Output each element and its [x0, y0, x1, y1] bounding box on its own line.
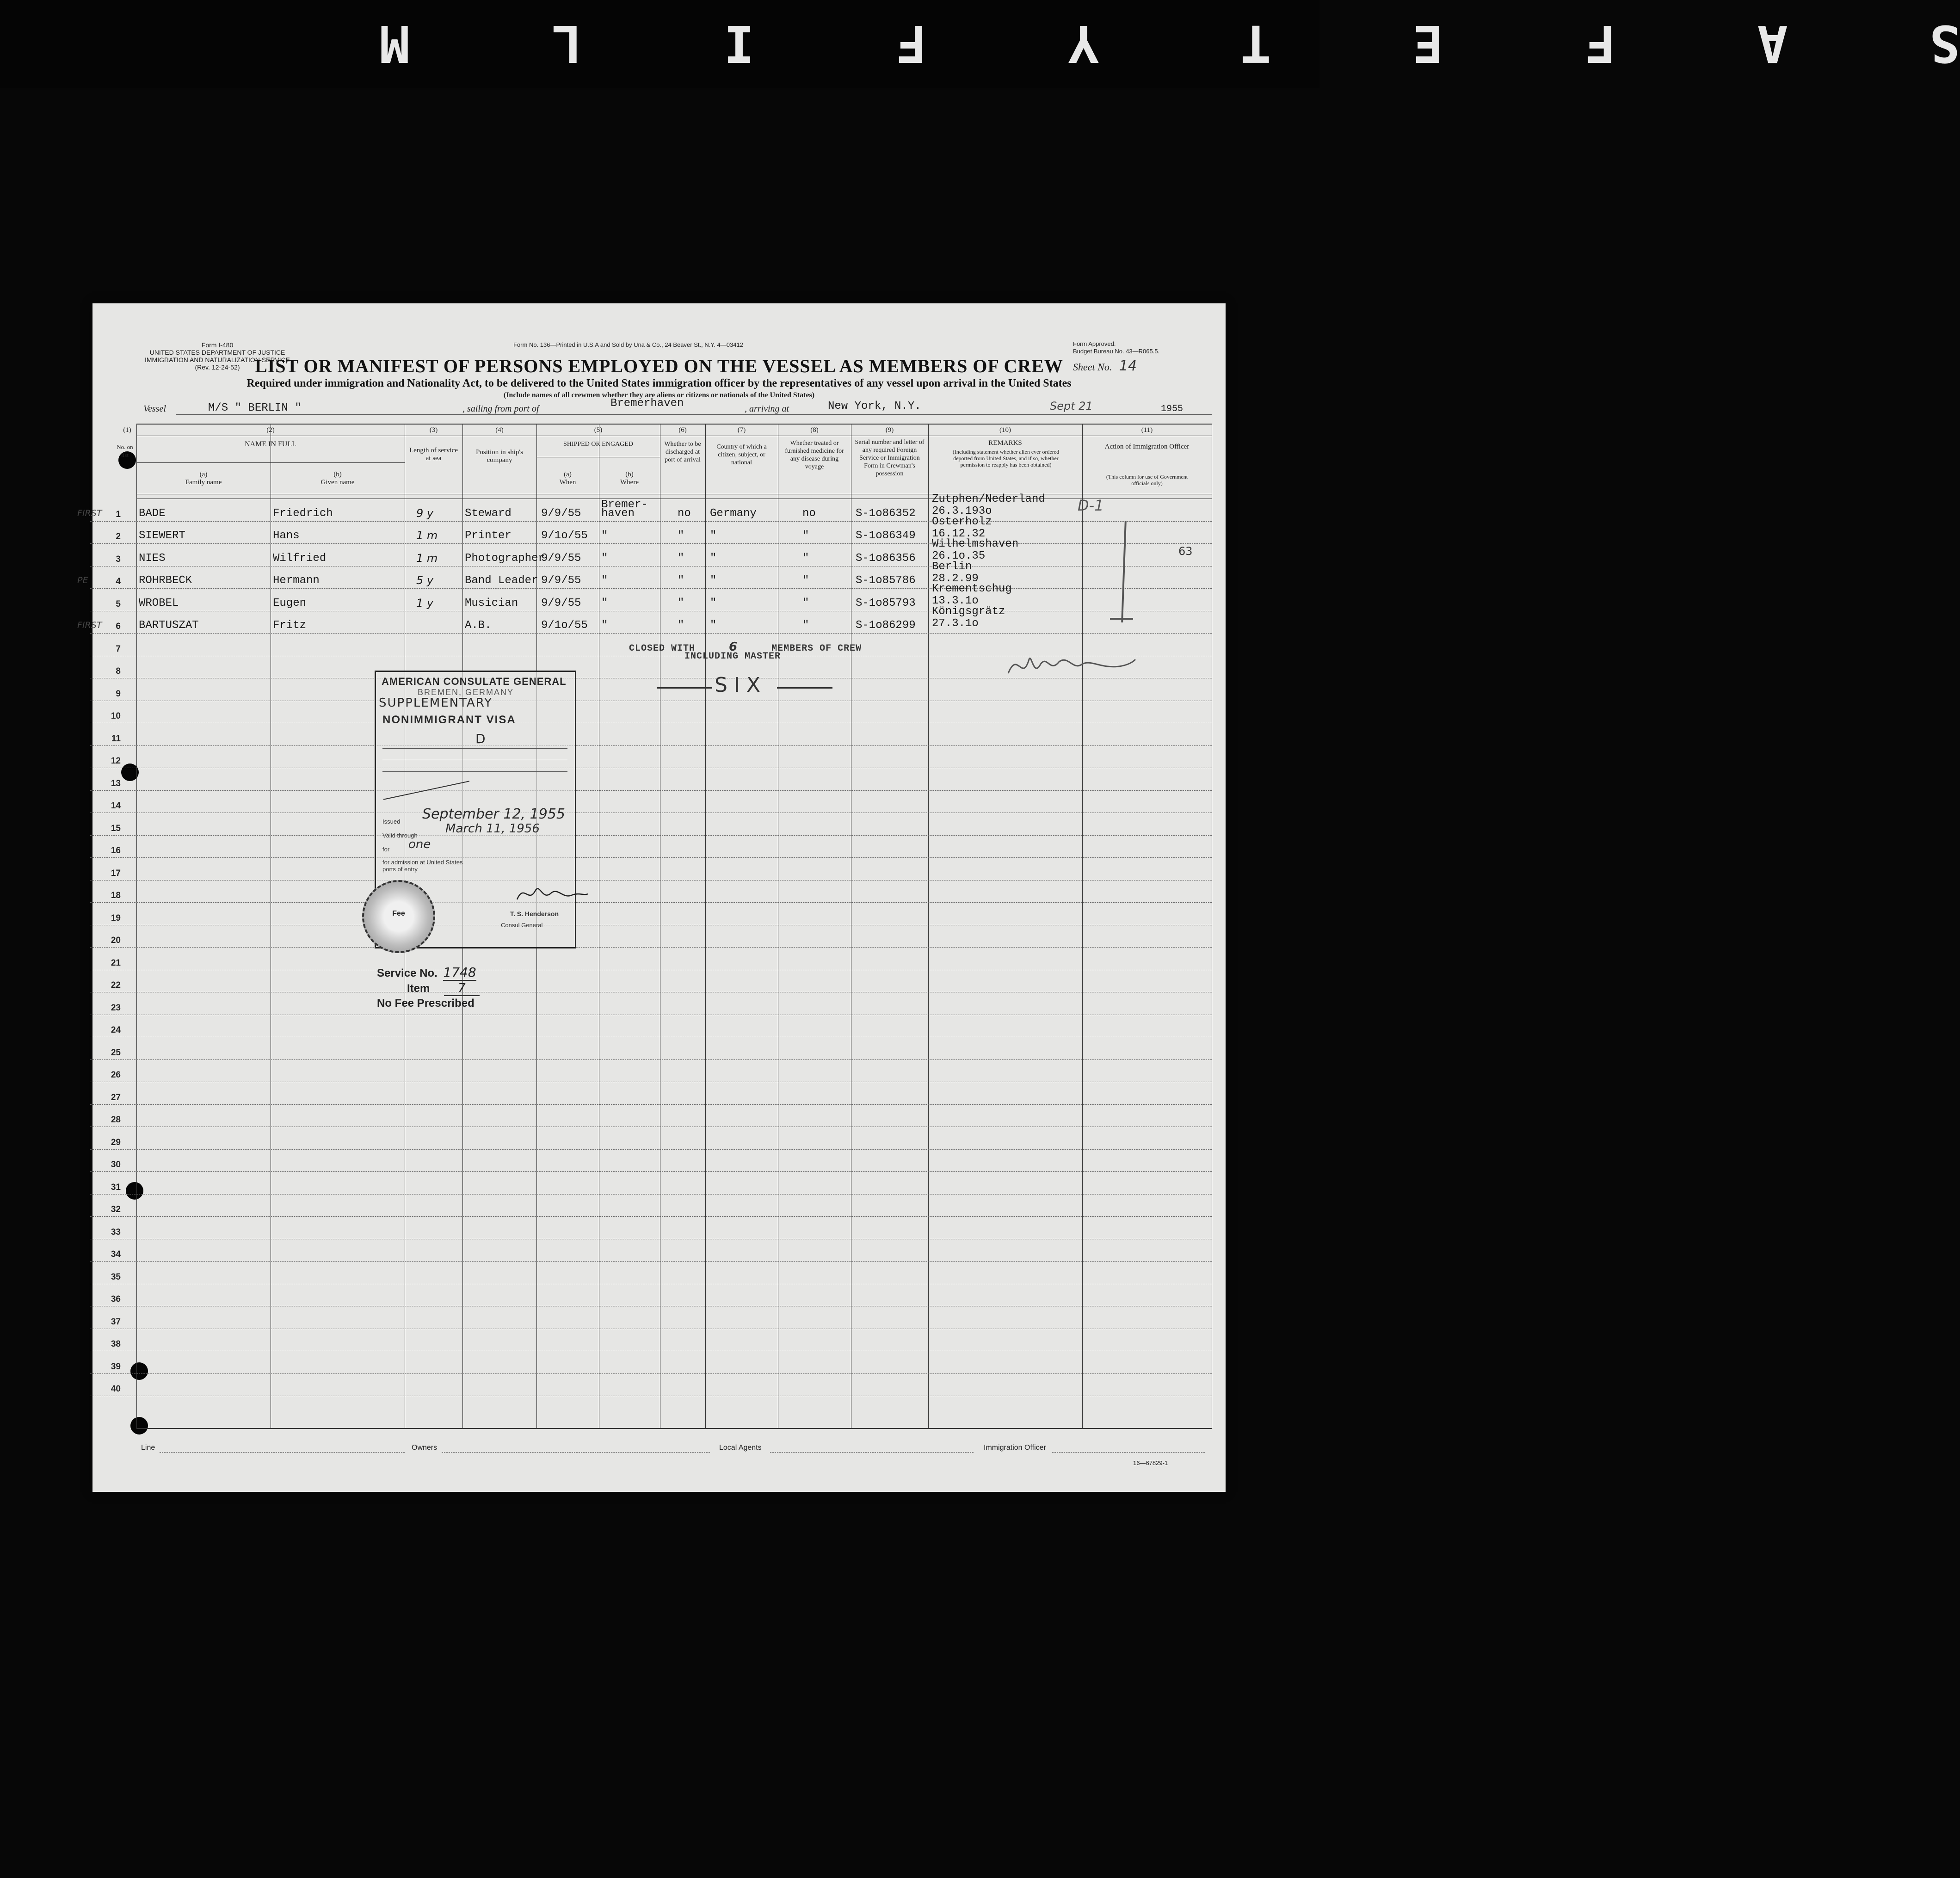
budget-text: Budget Bureau No. 43—R065.5. — [1073, 348, 1160, 355]
cell-position: A.B. — [465, 619, 492, 632]
cell-where: " — [601, 597, 608, 610]
cell-medicine: " — [802, 619, 809, 632]
table-row — [90, 1037, 1212, 1060]
cell-serial: S-1o85793 — [856, 597, 916, 610]
printer-note: Form No. 136—Printed in U.S.A and Sold by Una & Co., 24 Beaver St., N.Y. 4—03412 — [513, 341, 743, 348]
row-number: 15 — [111, 823, 121, 833]
cell-serial: S-1o86356 — [856, 552, 916, 565]
stamp-city: BREMEN, GERMANY — [418, 688, 514, 697]
row-number: 21 — [111, 958, 121, 968]
header-where — [599, 471, 660, 486]
column-number: (5) — [594, 426, 603, 434]
table-row — [77, 493, 1212, 522]
header-given-text: Given name — [321, 479, 355, 486]
cell-where-continued: haven — [601, 507, 635, 520]
row-number: 10 — [111, 711, 121, 721]
cell-country: " — [710, 574, 717, 587]
cell-serial: S-1o86352 — [856, 507, 916, 520]
table-row — [90, 1284, 1212, 1307]
table-row — [90, 1171, 1212, 1195]
cell-serial: S-1o86349 — [856, 530, 916, 542]
cell-remarks-date: 28.2.99 — [932, 572, 979, 585]
arrival-year: 1955 — [1161, 404, 1183, 414]
cell-remarks-date: 13.3.1o — [932, 595, 979, 607]
row-number: 13 — [111, 778, 121, 788]
table-row — [90, 1329, 1212, 1352]
cell-where: Bremer- — [601, 498, 648, 511]
closed-count: 6 — [729, 640, 738, 654]
table-row — [90, 745, 1212, 769]
six-rule-right — [777, 687, 832, 689]
cell-when: 9/9/55 — [541, 507, 581, 520]
cell-family: BADE — [139, 507, 166, 520]
cell-length: 1 y — [416, 596, 434, 610]
header-serial: Serial number and letter of any required Foreign Service or Immigration Form in Crewman's possession — [855, 439, 925, 477]
table-row — [90, 1351, 1212, 1374]
cell-when: 9/1o/55 — [541, 619, 588, 632]
consul-signature — [515, 881, 589, 909]
row-number: 3 — [116, 554, 121, 564]
cell-family: BARTUSZAT — [139, 619, 199, 632]
table-row — [90, 1306, 1212, 1329]
column-number: (8) — [810, 426, 819, 434]
header-remarks: REMARKS — [988, 439, 1022, 447]
header-when — [536, 471, 599, 486]
column-number: (1) — [123, 426, 131, 434]
cell-medicine: " — [802, 597, 809, 610]
row-number: 1 — [116, 509, 121, 519]
arrival-date: Sept 21 — [1050, 400, 1093, 413]
cell-where: " — [601, 552, 608, 565]
header-country: Country of which a citizen, subject, or national — [716, 443, 767, 466]
cell-family: NIES — [139, 552, 166, 565]
cell-country: " — [710, 530, 717, 542]
table-row — [90, 835, 1212, 858]
document-title: LIST OR MANIFEST OF PERSONS EMPLOYED ON THE VESSEL AS MEMBERS OF CREW — [255, 356, 1063, 376]
stamp-signer-title: Consul General — [501, 922, 543, 929]
table-row — [90, 515, 1212, 544]
row-number: 28 — [111, 1115, 121, 1125]
margin-note: PE — [77, 575, 88, 585]
table-row — [90, 925, 1212, 948]
table-row — [90, 1261, 1212, 1284]
cell-given: Eugen — [273, 597, 307, 610]
officer-initials-signature — [1004, 646, 1138, 687]
service-value: 1748 — [443, 965, 476, 980]
table-row — [90, 1104, 1212, 1127]
row-number: 5 — [116, 599, 121, 609]
column-number: (6) — [678, 426, 687, 434]
row-number: 7 — [116, 644, 121, 654]
cell-medicine: " — [802, 530, 809, 542]
table-row — [90, 538, 1212, 566]
header-no-on-list: No. on list — [117, 443, 133, 458]
visa-stamp — [375, 671, 576, 948]
cell-remarks-date: 26.3.193o — [932, 505, 992, 517]
revision: (Rev. 12-24-52) — [195, 363, 240, 371]
column-number: (4) — [495, 426, 504, 434]
arriving-value: New York, N.Y. — [828, 400, 921, 413]
arriving-label: , arriving at — [745, 404, 789, 414]
footer-line-label: Line — [141, 1444, 155, 1452]
film-edge-text: S A F E T Y F I L M — [324, 14, 1960, 73]
header-when-letter: (a) — [564, 471, 572, 478]
including-master: INCLUDING MASTER — [684, 651, 781, 662]
table-row — [77, 560, 1212, 589]
row-number: 30 — [111, 1160, 121, 1170]
cell-when: 9/9/55 — [541, 574, 581, 587]
sailing-label: , sailing from port of — [462, 404, 539, 414]
header-action-note: (This column for use of Government officials only) — [1106, 474, 1188, 486]
cell-remarks-date: 16.12.32 — [932, 527, 986, 540]
cell-where: " — [601, 574, 608, 587]
row-number: 19 — [111, 913, 121, 923]
item-number — [407, 981, 480, 995]
column-number: (2) — [266, 426, 275, 434]
row-number: 8 — [116, 666, 121, 676]
row-number: 12 — [111, 756, 121, 766]
row-number: 6 — [116, 622, 121, 631]
cell-family: SIEWERT — [139, 530, 185, 542]
table-row — [90, 813, 1212, 836]
header-family-name — [136, 471, 271, 486]
footer-immigration-officer-label: Immigration Officer — [984, 1444, 1046, 1452]
table-row — [90, 723, 1212, 746]
crew-table — [77, 424, 1212, 1429]
vessel-label: Vessel — [143, 404, 166, 414]
stamp-valid-label: Valid through — [382, 832, 418, 839]
table-row — [90, 1082, 1212, 1105]
row-number: 37 — [111, 1317, 121, 1327]
table-row — [90, 1239, 1212, 1262]
row-number: 29 — [111, 1137, 121, 1147]
row-number: 36 — [111, 1294, 121, 1304]
table-row — [90, 1216, 1212, 1239]
stamp-supplementary: SUPPLEMENTARY — [379, 696, 493, 710]
table-row — [90, 1059, 1212, 1083]
cell-remarks-date: 27.3.1o — [932, 617, 979, 630]
cell-position: Steward — [465, 507, 512, 520]
table-row — [90, 1015, 1212, 1038]
cell-given: Hermann — [273, 574, 320, 587]
stamp-valid-date: March 11, 1956 — [445, 822, 540, 836]
row-number: 14 — [111, 801, 121, 811]
header-given-letter: (b) — [333, 471, 342, 478]
action-bracket-foot — [1110, 618, 1133, 620]
cell-country: " — [710, 619, 717, 632]
form-approval — [1073, 340, 1159, 355]
cell-serial: S-1o86299 — [856, 619, 916, 632]
row-number: 34 — [111, 1250, 121, 1259]
row-number: 20 — [111, 936, 121, 945]
table-row — [90, 1127, 1212, 1150]
cell-family: WROBEL — [139, 597, 179, 610]
cell-remarks-place: Königsgrätz — [932, 605, 1005, 618]
header-shipped-or-engaged: SHIPPED OR ENGAGED — [563, 441, 633, 448]
cell-serial: S-1o85786 — [856, 574, 916, 587]
cell-given: Friedrich — [273, 507, 333, 520]
closed-with-label: CLOSED WITH — [629, 643, 696, 654]
cell-when: 9/1o/55 — [541, 530, 588, 542]
table-row — [90, 1373, 1212, 1397]
stamp-for-label: for — [382, 846, 390, 853]
cell-remarks-place: Krementschug — [932, 583, 1012, 595]
cell-medicine: " — [802, 552, 809, 565]
cell-where: " — [601, 619, 608, 632]
sheet-number — [1073, 358, 1137, 374]
stamp-class-letter: D — [475, 731, 486, 746]
column-number: (7) — [737, 426, 746, 434]
column-number: (10) — [999, 426, 1011, 434]
table-row — [90, 583, 1212, 611]
stamp-admission: for admission at United States ports of entry — [382, 859, 463, 873]
table-row — [90, 902, 1212, 925]
no-fee-prescribed: No Fee Prescribed — [377, 997, 475, 1010]
cell-given: Fritz — [273, 619, 307, 632]
stamp-visa-type: NONIMMIGRANT VISA — [382, 714, 516, 726]
column-number: (9) — [885, 426, 894, 434]
item-label: Item — [407, 982, 430, 995]
row-number: 26 — [111, 1070, 121, 1080]
action-mark: D-1 — [1078, 497, 1104, 514]
form-number: Form I-480 — [201, 341, 234, 349]
table-row — [90, 947, 1212, 970]
manifest-page — [77, 303, 1226, 1492]
side-number: 63 — [1178, 545, 1193, 558]
row-number: 35 — [111, 1272, 121, 1282]
header-medicine: Whether treated or furnished medicine for any disease during voyage — [785, 440, 844, 470]
row-number: 16 — [111, 846, 121, 856]
cell-country: Germany — [710, 507, 757, 520]
cell-remarks-place: Zutphen/Nederland — [932, 493, 1045, 505]
row-number: 18 — [111, 891, 121, 900]
cell-discharged: " — [678, 552, 684, 565]
row-number: 33 — [111, 1227, 121, 1237]
document-subtitle: Required under immigration and Nationality Act, to be delivered to the United States immigration officer by the representatives of any vessel upon arrival in the United States — [247, 377, 1072, 389]
cell-length: 5 y — [416, 574, 434, 587]
cell-discharged: " — [678, 530, 684, 542]
cell-when: 9/9/55 — [541, 597, 581, 610]
cell-remarks-date: 26.1o.35 — [932, 550, 986, 562]
stamp-consulate: AMERICAN CONSULATE GENERAL — [382, 676, 567, 687]
header-name-in-full: NAME IN FULL — [245, 440, 296, 448]
row-number: 31 — [111, 1182, 121, 1192]
cell-family: ROHRBECK — [139, 574, 192, 587]
table-row — [90, 1194, 1212, 1217]
cell-when: 9/9/55 — [541, 552, 581, 565]
document-subnote: (Include names of all crewmen whether they are aliens or citizens or nationals of the United States) — [503, 391, 815, 399]
cell-medicine: no — [802, 507, 816, 520]
header-family-letter: (a) — [199, 471, 208, 478]
row-number: 39 — [111, 1361, 121, 1372]
header-action: Action of Immigration Officer — [1104, 443, 1190, 450]
vessel-value: M/S " BERLIN " — [208, 402, 302, 414]
stamp-issued-date: September 12, 1955 — [422, 806, 565, 822]
sheet-label: Sheet No. — [1073, 361, 1112, 373]
service: IMMIGRATION AND NATURALIZATION SERVICE — [145, 356, 290, 363]
cell-discharged: no — [678, 507, 691, 520]
row-number: 17 — [111, 868, 121, 878]
header-family-text: Family name — [185, 479, 222, 486]
row-number: 4 — [116, 577, 121, 586]
table-row — [90, 1149, 1212, 1172]
row-number: 9 — [116, 689, 121, 699]
cell-remarks-place: Berlin — [932, 560, 972, 573]
table-row — [90, 790, 1212, 813]
cell-position: Photographer — [465, 552, 545, 565]
cell-remarks-place: Wilhelmshaven — [932, 538, 1019, 550]
row-number: 23 — [111, 1003, 121, 1013]
table-row — [90, 970, 1212, 993]
consular-seal — [362, 880, 435, 953]
cell-country: " — [710, 552, 717, 565]
header-where-letter: (b) — [625, 471, 634, 478]
vessel-line — [143, 397, 1212, 415]
cell-where: " — [601, 530, 608, 542]
row-number: 24 — [111, 1025, 121, 1035]
table-body — [77, 493, 1212, 1428]
header-remarks-note: (Including statement whether alien ever ordered deported from United States, and if so, whether permission to reapply has been obtained) — [952, 449, 1060, 468]
sailing-value: Bremerhaven — [610, 397, 684, 410]
department: UNITED STATES DEPARTMENT OF JUSTICE — [149, 349, 285, 356]
footer-signature-line — [141, 1444, 1205, 1455]
header-where-text: Where — [620, 479, 639, 486]
cell-length: 1 m — [416, 551, 438, 565]
header-given-name — [271, 471, 405, 486]
service-label: Service No. — [377, 967, 438, 979]
row-number: 25 — [111, 1047, 121, 1058]
stamp-issued-label: Issued — [382, 818, 401, 825]
approval-text: Form Approved. — [1073, 340, 1116, 347]
cell-discharged: " — [678, 619, 684, 632]
cell-length: 9 y — [416, 506, 434, 520]
header-position: Position in ship's company — [476, 449, 523, 464]
row-number: 11 — [111, 733, 121, 744]
cell-position: Printer — [465, 530, 512, 542]
cell-position: Band Leader — [465, 574, 538, 587]
margin-note: FIRST — [77, 620, 102, 630]
item-value: 7 — [444, 981, 480, 996]
cell-length: 1 m — [416, 529, 438, 542]
row-number: 38 — [111, 1339, 121, 1349]
row-number: 2 — [116, 532, 121, 542]
header-when-text: When — [559, 479, 576, 486]
row-number: 32 — [111, 1205, 121, 1214]
cell-discharged: " — [678, 597, 684, 610]
film-edge — [0, 0, 1960, 88]
six-rule-left — [657, 687, 712, 689]
table-row — [90, 701, 1212, 724]
cell-given: Wilfried — [273, 552, 327, 565]
header-length-of-service: Length of service at sea — [409, 447, 458, 462]
seal-fee-text: Fee — [392, 910, 405, 917]
margin-note: FIRST — [77, 508, 102, 518]
row-number: 27 — [111, 1092, 121, 1102]
table-row — [90, 992, 1212, 1015]
form-code: 16—67829-1 — [1133, 1459, 1168, 1466]
cell-medicine: " — [802, 574, 809, 587]
footer-owners-label: Owners — [412, 1444, 438, 1452]
members-of-crew-label: MEMBERS OF CREW — [771, 643, 862, 654]
cell-given: Hans — [273, 530, 300, 542]
cell-position: Musician — [465, 597, 518, 610]
table-row — [90, 768, 1212, 791]
row-number: 40 — [111, 1384, 121, 1394]
header-discharged: Whether to be discharged at port of arrival — [664, 441, 701, 463]
cell-remarks-place: Osterholz — [932, 515, 992, 528]
six-handwritten: SIX — [715, 673, 767, 697]
service-number — [377, 965, 476, 980]
table-row — [77, 605, 1212, 634]
stamp-signer: T. S. Henderson — [510, 910, 559, 917]
cell-discharged: " — [678, 574, 684, 587]
stamp-entries: one — [408, 837, 431, 851]
table-row — [90, 857, 1212, 881]
table-row — [90, 880, 1212, 903]
column-number: (3) — [429, 426, 438, 434]
row-number: 22 — [111, 980, 121, 990]
footer-local-agents-label: Local Agents — [719, 1444, 762, 1452]
sheet-value: 14 — [1119, 358, 1137, 374]
column-number: (11) — [1141, 426, 1153, 434]
cell-country: " — [710, 597, 717, 610]
